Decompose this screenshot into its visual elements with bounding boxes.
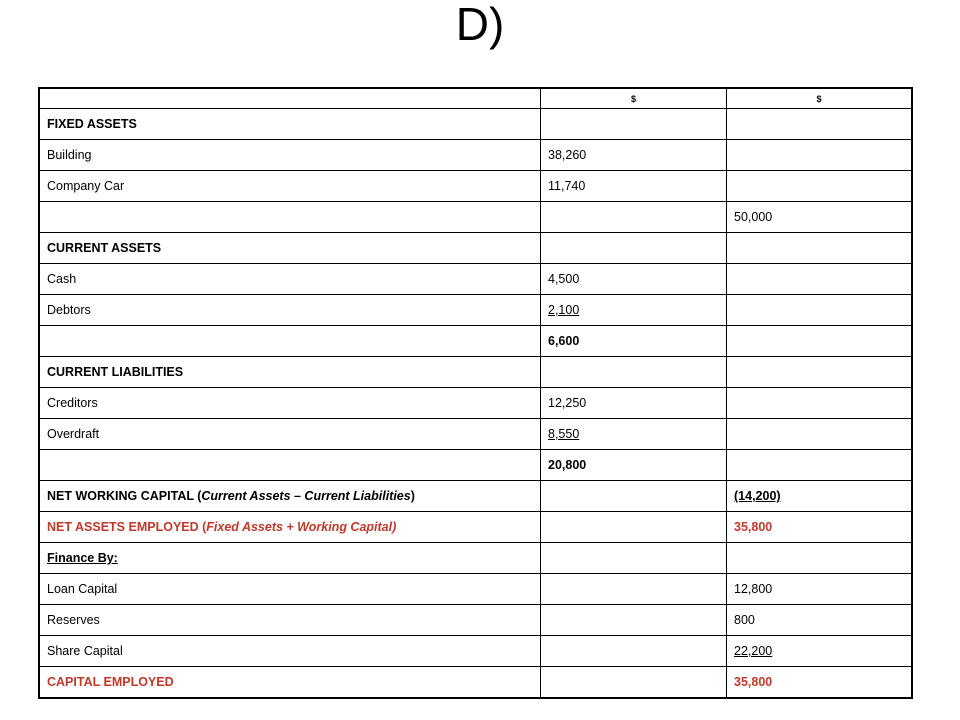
row-label: Finance By: xyxy=(39,543,541,574)
table-header-row xyxy=(39,88,912,109)
row-label-text: NET ASSETS EMPLOYED ( xyxy=(47,520,207,534)
row-value-col3 xyxy=(727,233,913,264)
row-value-col2: 11,740 xyxy=(541,171,727,202)
row-value-col3 xyxy=(727,171,913,202)
row-label-net-assets-employed xyxy=(39,512,541,543)
row-value-col3 xyxy=(727,109,913,140)
row-label: Reserves xyxy=(39,605,541,636)
table-row xyxy=(39,419,912,450)
row-value-col2 xyxy=(541,636,727,667)
row-value-col2 xyxy=(541,202,727,233)
table-row xyxy=(39,512,912,543)
table-row xyxy=(39,636,912,667)
row-label: Loan Capital xyxy=(39,574,541,605)
row-value-col3: 35,800 xyxy=(727,667,913,699)
row-value-col2: 20,800 xyxy=(541,450,727,481)
row-value-col3 xyxy=(727,543,913,574)
row-value-col2: 8,550 xyxy=(541,419,727,450)
table-row xyxy=(39,543,912,574)
row-value-col2 xyxy=(541,109,727,140)
row-label: CURRENT LIABILITIES xyxy=(39,357,541,388)
header-cell-label xyxy=(39,88,541,109)
table-row xyxy=(39,171,912,202)
row-label xyxy=(39,326,541,357)
row-value-col3 xyxy=(727,419,913,450)
table-row xyxy=(39,326,912,357)
table-row xyxy=(39,109,912,140)
row-value-col3 xyxy=(727,357,913,388)
header-cell-dollar-2: $ xyxy=(727,88,913,109)
row-value-col2: 38,260 xyxy=(541,140,727,171)
row-value-col2 xyxy=(541,543,727,574)
table-row xyxy=(39,605,912,636)
row-label-italic: Fixed Assets + Working Capital) xyxy=(206,520,397,534)
row-value-col2 xyxy=(541,481,727,512)
row-value-col2: 6,600 xyxy=(541,326,727,357)
row-label-text: NET WORKING CAPITAL ( xyxy=(47,489,202,503)
table-row xyxy=(39,388,912,419)
table-row xyxy=(39,574,912,605)
row-label xyxy=(39,450,541,481)
row-label: Company Car xyxy=(39,171,541,202)
row-value-col3: (14,200) xyxy=(727,481,913,512)
row-value-col3: 35,800 xyxy=(727,512,913,543)
row-value-col3 xyxy=(727,450,913,481)
row-label: Building xyxy=(39,140,541,171)
row-value-col3: 22,200 xyxy=(727,636,913,667)
table-row xyxy=(39,202,912,233)
table-row xyxy=(39,450,912,481)
row-value-col2 xyxy=(541,605,727,636)
balance-sheet-table xyxy=(38,87,913,699)
slide-title: D) xyxy=(455,0,505,50)
row-value-col2: 4,500 xyxy=(541,264,727,295)
table-row xyxy=(39,357,912,388)
table-row xyxy=(39,667,912,699)
row-value-col3: 12,800 xyxy=(727,574,913,605)
row-value-col2 xyxy=(541,357,727,388)
table-row xyxy=(39,264,912,295)
row-value-col2 xyxy=(541,233,727,264)
row-label: Debtors xyxy=(39,295,541,326)
row-value-col2 xyxy=(541,512,727,543)
row-value-col2: 2,100 xyxy=(541,295,727,326)
row-label: FIXED ASSETS xyxy=(39,109,541,140)
row-label-italic: Current Assets – Current Liabilities xyxy=(201,489,411,503)
row-label: Overdraft xyxy=(39,419,541,450)
row-label-end: ) xyxy=(410,489,415,503)
table-row xyxy=(39,295,912,326)
row-value-col2: 12,250 xyxy=(541,388,727,419)
header-cell-dollar-1: $ xyxy=(541,88,727,109)
table-row xyxy=(39,140,912,171)
row-value-col3 xyxy=(727,326,913,357)
row-value-col3: 800 xyxy=(727,605,913,636)
row-label-net-working-capital xyxy=(39,481,541,512)
table-row xyxy=(39,481,912,512)
row-label: Creditors xyxy=(39,388,541,419)
row-value-col3 xyxy=(727,388,913,419)
row-value-col3: 50,000 xyxy=(727,202,913,233)
row-value-col3 xyxy=(727,140,913,171)
row-value-col3 xyxy=(727,295,913,326)
row-label: Cash xyxy=(39,264,541,295)
row-value-col3 xyxy=(727,264,913,295)
row-value-col2 xyxy=(541,574,727,605)
row-value-col2 xyxy=(541,667,727,699)
row-label: Share Capital xyxy=(39,636,541,667)
row-label: CAPITAL EMPLOYED xyxy=(39,667,541,699)
row-label: CURRENT ASSETS xyxy=(39,233,541,264)
row-label xyxy=(39,202,541,233)
table-row xyxy=(39,233,912,264)
